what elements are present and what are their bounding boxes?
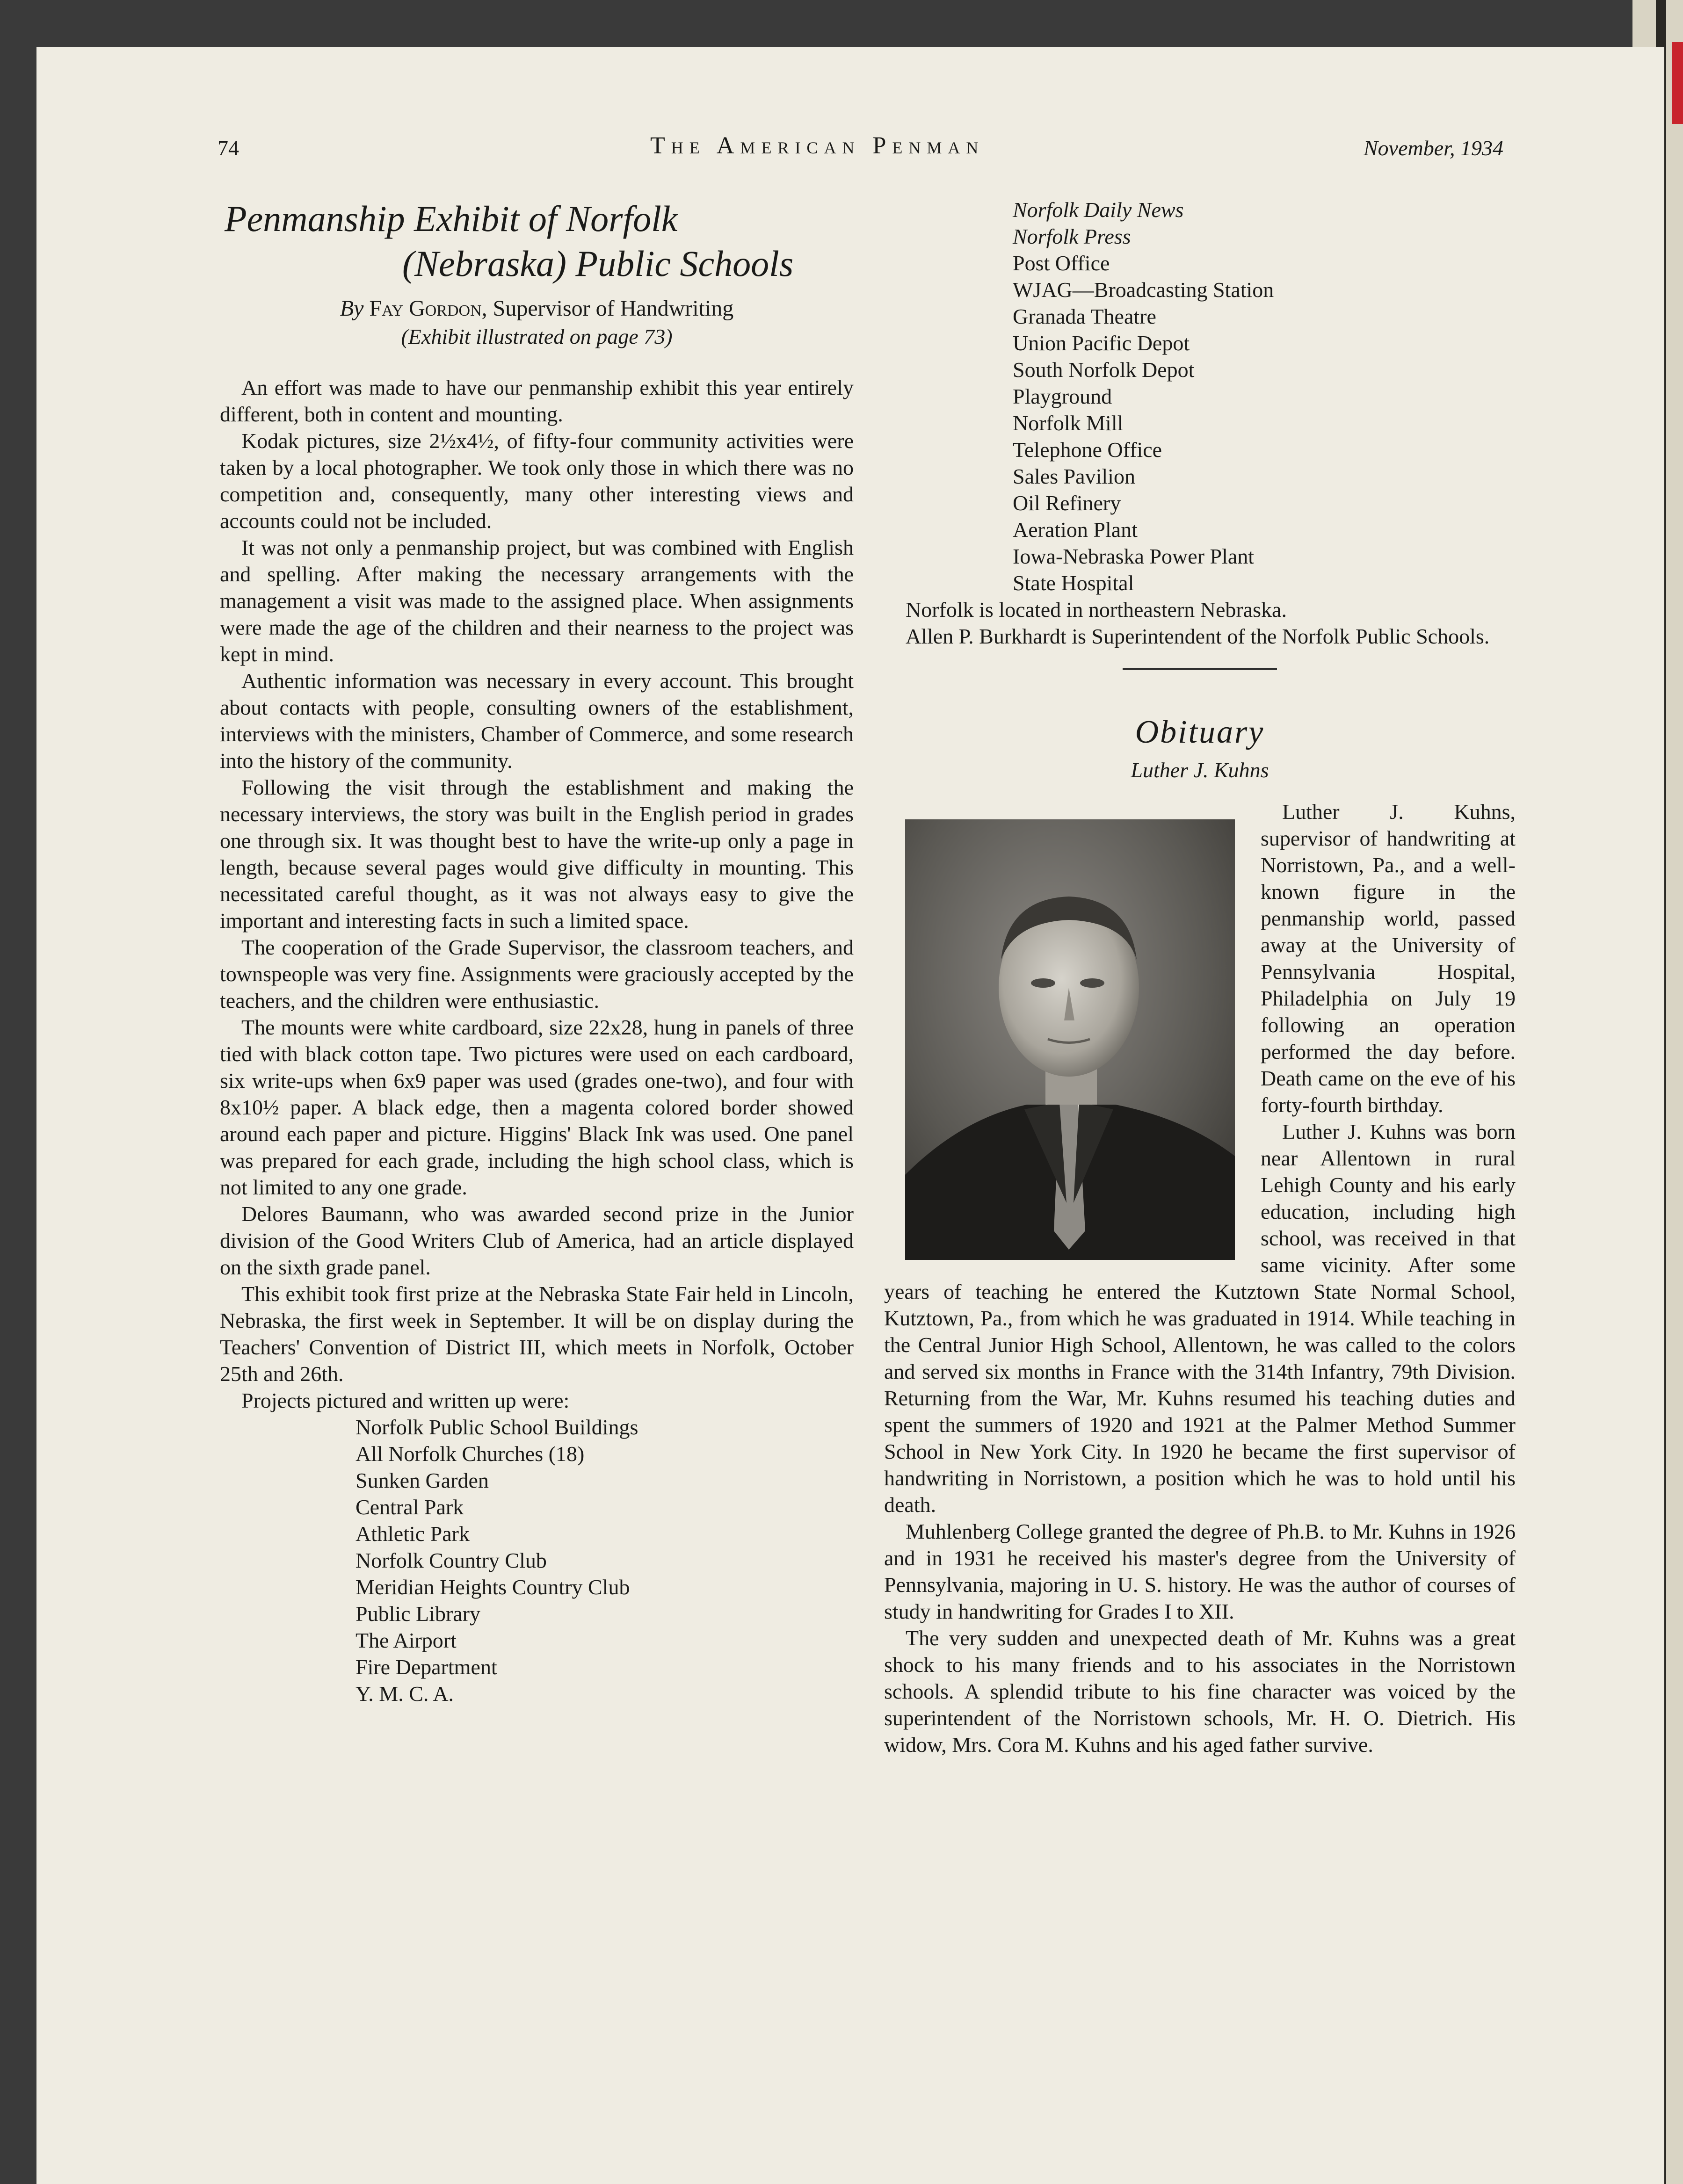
- list-item: WJAG—Broadcasting Station: [1013, 278, 1274, 302]
- color-calibration-tab: [1672, 42, 1683, 124]
- obituary-subject: Luther J. Kuhns: [1131, 758, 1269, 782]
- author-name: Fay Gordon: [369, 296, 482, 321]
- article-paragraph: Authentic information was necessary in every account. This brought about contacts with people, consulting owners of the establishment, interviews with the ministers, Chamber of Commerce, and some research into the history of the community.: [220, 669, 854, 773]
- article-title: [220, 196, 854, 286]
- article-title-line-2: (Nebraska) Public Schools: [402, 243, 794, 284]
- obituary-paragraph: Muhlenberg College granted the degree of Ph.B. to Mr. Kuhns in 1926 and in 1931 he received his master's degree from the University of Pennsylvania, majoring in U. S. history. He was the author of courses of study in handwriting for Grades I to XII.: [884, 1519, 1516, 1623]
- list-item: Y. M. C. A.: [355, 1682, 454, 1706]
- projects-list-left: [220, 1414, 854, 1707]
- running-title: The American Penman: [650, 132, 985, 159]
- article-paragraph: Following the visit through the establishment and making the necessary interviews, the story was built in the English period in grades one through six. It was thought best to have the write-up only a page in length, because several pages would give difficulty in mounting. This necessitated careful thought, as it was not always easy to give the important and interesting facts in such a limited space.: [220, 775, 854, 933]
- article-paragraph: Delores Baumann, who was awarded second prize in the Junior division of the Good Writers Club of America, had an article displayed on the sixth grade panel.: [220, 1202, 854, 1279]
- list-item: Central Park: [355, 1495, 464, 1519]
- issue-date: November, 1934: [1364, 136, 1503, 160]
- illustration-note: (Exhibit illustrated on page 73): [401, 325, 673, 348]
- list-item: Norfolk Country Club: [355, 1548, 547, 1572]
- list-item: Sunken Garden: [355, 1468, 489, 1492]
- obituary-paragraph: The very sudden and unexpected death of Mr. Kuhns was a great shock to his many friends and to his associates in the Norristown schools. A splendid tribute to his fine character was voiced by the superintendent of the Norristown schools, Mr. H. O. Dietrich. His widow, Mrs. Cora M. Kuhns and his aged father survive.: [884, 1626, 1516, 1757]
- list-item: Telephone Office: [1013, 438, 1162, 462]
- article-paragraph: Kodak pictures, size 2½x4½, of fifty-four community activities were taken by a local photographer. We took only those in which there was no competition and, consequently, many other interesting views and accounts could not be included.: [220, 429, 854, 533]
- portrait-photo: [905, 819, 1235, 1260]
- obituary-paragraph: Luther J. Kuhns was born near Allentown in rural Lehigh County and his early education, including high school, was received in that same vicinity. After some years of teaching he entered the Kutztown State Normal School, Kutztown, Pa., from which he was graduated in 1914. While teaching in the Central Junior High School, Allentown, he was called to the colors and served six months in France with the 314th Infantry, 79th Division. Returning from the War, Mr. Kuhns resumed his teaching duties and spent the summers of 1920 and 1921 at the Palmer Method Summer School in New York City. In 1920 he became the first supervisor of handwriting in Norristown, a position which he was to hold until his death.: [884, 1120, 1516, 1517]
- list-item: Post Office: [1013, 251, 1110, 275]
- list-item: Playground: [1013, 384, 1112, 408]
- list-item: Aeration Plant: [1013, 518, 1138, 542]
- list-item: Union Pacific Depot: [1013, 331, 1190, 355]
- list-item: Oil Refinery: [1013, 491, 1121, 515]
- list-item: Norfolk Press: [1013, 224, 1131, 248]
- list-item: South Norfolk Depot: [1013, 358, 1195, 382]
- list-item: The Airport: [355, 1628, 457, 1652]
- right-column: [884, 196, 1516, 1758]
- article-paragraph: It was not only a penmanship project, but was combined with English and spelling. After making the necessary arrangements with the management a visit was made to the assigned place. When assignments were made the age of the children and their nearness to the project was kept in mind.: [220, 535, 854, 666]
- list-item: Athletic Park: [355, 1522, 470, 1546]
- list-item: Norfolk Mill: [1013, 411, 1124, 435]
- list-item: State Hospital: [1013, 571, 1134, 595]
- closing-paragraph: Allen P. Burkhardt is Superintendent of the Norfolk Public Schools.: [906, 624, 1490, 648]
- list-item: Norfolk Public School Buildings: [355, 1415, 638, 1439]
- author-role: , Supervisor of Handwriting: [481, 296, 734, 321]
- article-paragraph: This exhibit took first prize at the Nebraska State Fair held in Lincoln, Nebraska, the first week in September. It will be on display during the Teachers' Convention of District III, which meets in Norfolk, October 25th and 26th.: [220, 1282, 854, 1386]
- byline: [220, 295, 854, 323]
- article-paragraph: The cooperation of the Grade Supervisor, the classroom teachers, and townspeople was very fine. Assignments were graciously accepted by the teachers, and the children were enthusiastic.: [220, 935, 854, 1012]
- obituary-paragraph: Luther J. Kuhns, supervisor of handwriting at Norristown, Pa., and a well-known figure in the penmanship world, passed away at the University of Pennsylvania Hospital, Philadelphia on July 19 following an operation performed the day before. Death came on the eve of his forty-fourth birthday.: [1261, 800, 1516, 1117]
- section-divider: [1123, 668, 1277, 670]
- byline-prefix: By: [340, 296, 364, 321]
- list-item: Granada Theatre: [1013, 304, 1156, 328]
- portrait-image: [905, 819, 1235, 1260]
- list-item: Norfolk Daily News: [1013, 198, 1184, 222]
- article-title-line-1: Penmanship Exhibit of Norfolk: [225, 198, 678, 239]
- obituary-heading: Obituary: [1135, 714, 1265, 750]
- list-item: All Norfolk Churches (18): [355, 1442, 585, 1466]
- list-item: Meridian Heights Country Club: [355, 1575, 630, 1599]
- list-item: Sales Pavilion: [1013, 464, 1135, 488]
- list-item: Public Library: [355, 1602, 480, 1626]
- projects-list-right: [884, 196, 1516, 596]
- left-column: [220, 196, 854, 1707]
- page-number: 74: [218, 136, 239, 160]
- list-item: Iowa-Nebraska Power Plant: [1013, 544, 1255, 568]
- article-paragraph: Projects pictured and written up were:: [241, 1389, 570, 1412]
- list-item: Fire Department: [355, 1655, 497, 1679]
- article-paragraph: An effort was made to have our penmanship exhibit this year entirely different, both in content and mounting.: [220, 376, 854, 426]
- closing-paragraph: Norfolk is located in northeastern Nebraska.: [906, 598, 1287, 622]
- article-paragraph: The mounts were white cardboard, size 22x28, hung in panels of three tied with black cotton tape. Two pictures were used on each cardboard, six write-ups when 6x9 paper was used (grades one-two), and four with 8x10½ paper. A black edge, then a magenta colored border showed around each paper and picture. Higgins' Black Ink was used. One panel was prepared for each grade, including the high school class, which is not limited to any one grade.: [220, 1015, 854, 1199]
